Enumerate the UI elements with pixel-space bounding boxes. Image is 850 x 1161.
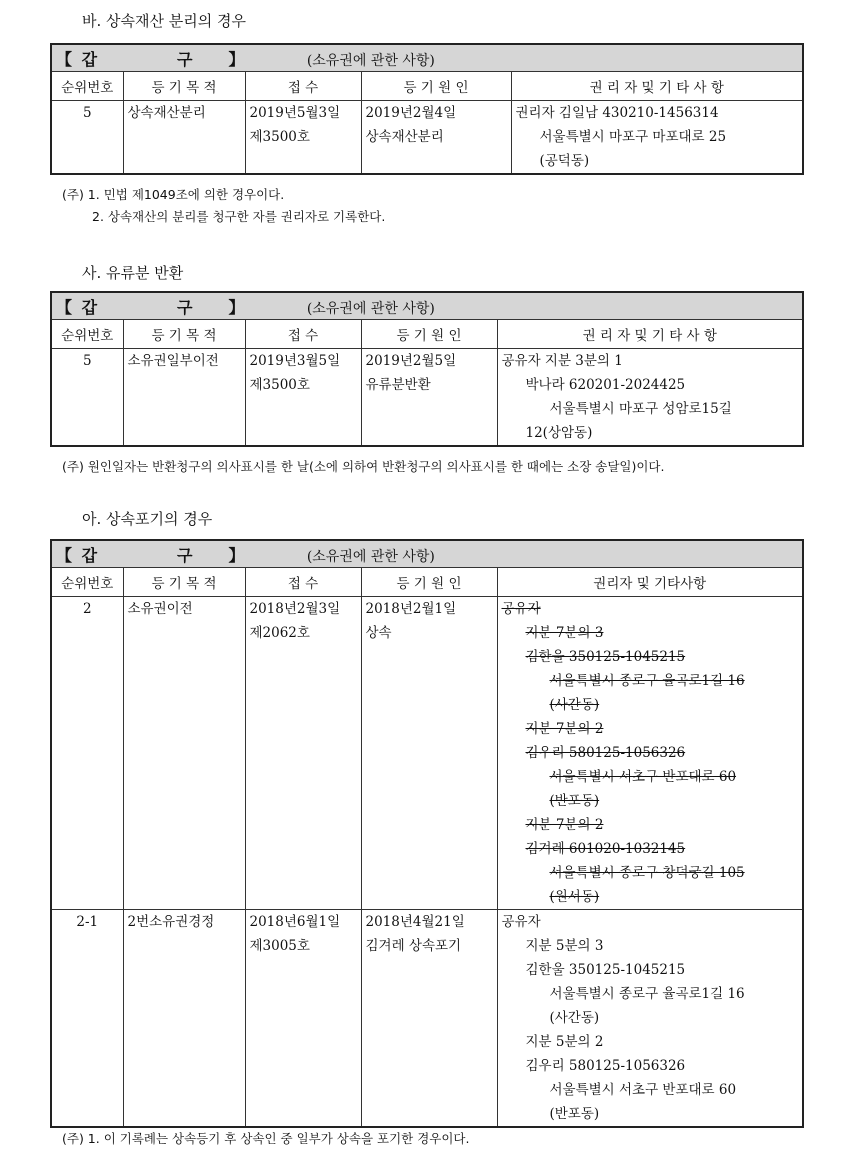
cell-line: 상속재산분리	[127, 105, 206, 121]
cell-line: 2019년5월3일	[249, 105, 341, 121]
table-title-row	[51, 44, 803, 72]
cell-line: (공덕동)	[539, 153, 590, 169]
table-row	[51, 910, 803, 1128]
note-line: (주) 1. 민법 제1049조에 의한 경우이다.	[62, 187, 285, 202]
header-cell: 등 기 목 적	[123, 320, 245, 349]
cell-line: 제3500호	[249, 129, 310, 145]
note-line: (주) 1. 이 기록례는 상속등기 후 상속인 중 일부가 상속을 포기한 경우이다.	[62, 1131, 470, 1146]
cell-line: 2	[82, 601, 92, 617]
header-row	[51, 568, 803, 597]
cell-line: 2018년2월1일	[365, 601, 457, 617]
header-cell: 등 기 원 인	[361, 320, 497, 349]
cell-line: 2019년3월5일	[249, 353, 341, 369]
title-subtitle: (소유권에 관한 사항)	[306, 548, 435, 565]
table-title-row	[51, 292, 803, 320]
cell-line: 서울특별시 서초구 반포대로 60	[549, 1082, 737, 1098]
register-table	[50, 291, 804, 447]
cell-line: 제3005호	[249, 938, 310, 954]
note-block	[62, 456, 664, 478]
header-cell: 순위번호	[51, 568, 123, 597]
title-right: 】	[228, 545, 247, 565]
cell-line: 서울특별시 마포구 성암로15길	[549, 401, 732, 417]
title-mid: 구	[177, 545, 195, 565]
cell-line: 유류분반환	[365, 377, 431, 393]
receipt-cell	[245, 101, 361, 175]
cell-line: (사간동)	[549, 697, 600, 713]
rights-cell	[497, 597, 803, 910]
header-cell: 접 수	[245, 568, 361, 597]
register-table	[50, 43, 804, 175]
note-block	[62, 184, 385, 228]
header-cell: 접 수	[245, 72, 361, 101]
cell-line: 지분 7분의 3	[525, 625, 604, 641]
cell-line: 권리자 김일남 430210-1456314	[515, 105, 719, 121]
cell-line: 서울특별시 마포구 마포대로 25	[539, 129, 727, 145]
cause-cell	[361, 349, 497, 447]
title-subtitle: (소유권에 관한 사항)	[306, 52, 435, 69]
receipt-cell	[245, 910, 361, 1128]
table-row	[51, 101, 803, 175]
title-subtitle: (소유권에 관한 사항)	[306, 300, 435, 317]
cell-line: 소유권일부이전	[127, 353, 219, 369]
cell-line: 상속재산분리	[365, 129, 444, 145]
purpose-cell	[123, 910, 245, 1128]
cause-cell	[361, 910, 497, 1128]
cell-line: 김겨레 상속포기	[365, 938, 462, 954]
cell-line: 박나라 620201-2024425	[525, 377, 686, 393]
note-line: 2. 상속재산의 분리를 청구한 자를 권리자로 기록한다.	[92, 209, 386, 224]
cell-line: 2018년6월1일	[249, 914, 341, 930]
table-row	[51, 349, 803, 447]
title-right: 】	[228, 297, 247, 317]
rank-cell	[51, 101, 123, 175]
cell-line: 2019년2월4일	[365, 105, 457, 121]
cell-line: 서울특별시 서초구 반포대로 60	[549, 769, 737, 785]
note-line: (주) 원인일자는 반환청구의 의사표시를 한 날(소에 의하여 반환청구의 의사표시를 한 때에는 소장 송달일)이다.	[62, 459, 665, 474]
receipt-cell	[245, 597, 361, 910]
header-cell: 권 리 자 및 기 타 사 항	[511, 72, 803, 101]
purpose-cell	[123, 597, 245, 910]
rank-cell	[51, 349, 123, 447]
cell-line: 소유권이전	[127, 601, 193, 617]
rank-cell	[51, 597, 123, 910]
cell-line: 김우리 580125-1056326	[525, 745, 686, 761]
table-row	[51, 597, 803, 910]
header-cell: 등 기 목 적	[123, 72, 245, 101]
title-left: 【 갑	[56, 545, 100, 565]
header-row	[51, 320, 803, 349]
cell-line: (반포동)	[549, 793, 600, 809]
title-mid: 구	[177, 49, 195, 69]
cause-cell	[361, 597, 497, 910]
cell-line: 2번소유권경정	[127, 914, 215, 930]
rights-cell	[511, 101, 803, 175]
cell-line: 2018년2월3일	[249, 601, 341, 617]
header-cell: 순위번호	[51, 72, 123, 101]
cell-line: 김우리 580125-1056326	[525, 1058, 686, 1074]
cause-cell	[361, 101, 511, 175]
cell-line: 5	[82, 105, 92, 121]
cell-line: 5	[82, 353, 92, 369]
title-left: 【 갑	[56, 49, 100, 69]
header-cell: 접 수	[245, 320, 361, 349]
cell-line: 서울특별시 종로구 율곡로1길 16	[549, 673, 745, 689]
cell-line: 지분 7분의 2	[525, 721, 604, 737]
title-mid: 구	[177, 297, 195, 317]
header-cell: 등 기 목 적	[123, 568, 245, 597]
header-cell: 순위번호	[51, 320, 123, 349]
purpose-cell	[123, 101, 245, 175]
cell-line: 김한울 350125-1045215	[525, 649, 686, 665]
header-cell: 권 리 자 및 기 타 사 항	[497, 320, 803, 349]
section-heading: 사. 유류분 반환	[82, 264, 184, 282]
cell-line: 2-1	[76, 914, 99, 930]
cell-line: (사간동)	[549, 1010, 600, 1026]
title-right: 】	[228, 49, 247, 69]
header-row	[51, 72, 803, 101]
cell-line: 2018년4월21일	[365, 914, 465, 930]
section-heading: 아. 상속포기의 경우	[82, 510, 213, 528]
cell-line: 제2062호	[249, 625, 310, 641]
cell-line: 공유자	[501, 914, 541, 930]
cell-line: 2019년2월5일	[365, 353, 457, 369]
header-cell: 권리자 및 기타사항	[497, 568, 803, 597]
cell-line: 김겨레 601020-1032145	[525, 841, 686, 857]
cell-line: 제3500호	[249, 377, 310, 393]
cell-line: 지분 7분의 2	[525, 817, 604, 833]
cell-line: 상속	[365, 625, 392, 641]
header-cell: 등 기 원 인	[361, 568, 497, 597]
cell-line: 공유자 지분 3분의 1	[501, 353, 623, 369]
receipt-cell	[245, 349, 361, 447]
cell-line: (반포동)	[549, 1106, 600, 1122]
cell-line: 12(상암동)	[525, 425, 593, 441]
rights-cell	[497, 910, 803, 1128]
cell-line: 공유자	[501, 601, 541, 617]
rank-cell	[51, 910, 123, 1128]
table-title-row	[51, 540, 803, 568]
cell-line: 김한울 350125-1045215	[525, 962, 686, 978]
cell-line: 지분 5분의 2	[525, 1034, 604, 1050]
purpose-cell	[123, 349, 245, 447]
title-left: 【 갑	[56, 297, 100, 317]
cell-line: 서울특별시 종로구 율곡로1길 16	[549, 986, 745, 1002]
cell-line: 서울특별시 종로구 창덕궁길 105	[549, 865, 745, 881]
cell-line: (원서동)	[549, 889, 600, 905]
rights-cell	[497, 349, 803, 447]
cell-line: 지분 5분의 3	[525, 938, 604, 954]
register-table	[50, 539, 804, 1128]
note-block	[62, 1128, 469, 1150]
section-heading: 바. 상속재산 분리의 경우	[82, 12, 246, 30]
header-cell: 등 기 원 인	[361, 72, 511, 101]
